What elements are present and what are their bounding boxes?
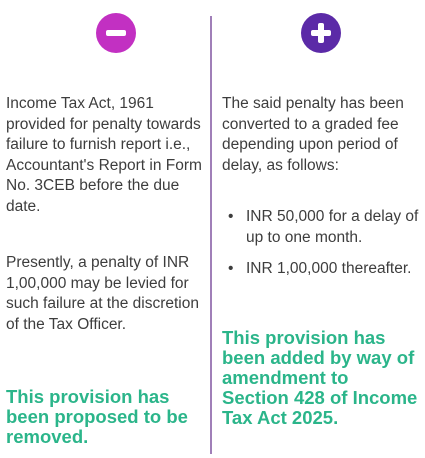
list-item bbox=[222, 207, 420, 248]
plus-bar-vertical bbox=[318, 23, 324, 43]
bullet-dot: • bbox=[228, 208, 234, 225]
left-paragraph-1: Income Tax Act, 1961 provided for penalty towards failure to furnish report i.e., Accountant's Report in Form No. 3CEB before the due date. bbox=[6, 95, 202, 215]
bullet-text: INR 50,000 for a delay of up to one month. bbox=[246, 208, 419, 246]
list-item bbox=[222, 259, 420, 280]
right-bullet-list bbox=[222, 207, 420, 291]
plus-circle-icon bbox=[301, 13, 341, 53]
left-highlight-text: This provision has been proposed to be removed. bbox=[6, 386, 188, 447]
right-paragraph: The said penalty has been converted to a graded fee depending upon period of delay, as follows: bbox=[222, 95, 404, 174]
right-highlight-text: This provision has been added by way of amendment to Section 428 of Income Tax Act 2025. bbox=[222, 327, 418, 428]
bullet-text: INR 1,00,000 thereafter. bbox=[246, 260, 412, 277]
left-paragraph-2: Presently, a penalty of INR 1,00,000 may be levied for such failure at the discretion of the Tax Officer. bbox=[6, 254, 199, 333]
bullet-dot: • bbox=[228, 260, 234, 277]
minus-circle-icon bbox=[96, 13, 136, 53]
column-divider bbox=[210, 16, 212, 454]
minus-bar bbox=[106, 30, 126, 36]
